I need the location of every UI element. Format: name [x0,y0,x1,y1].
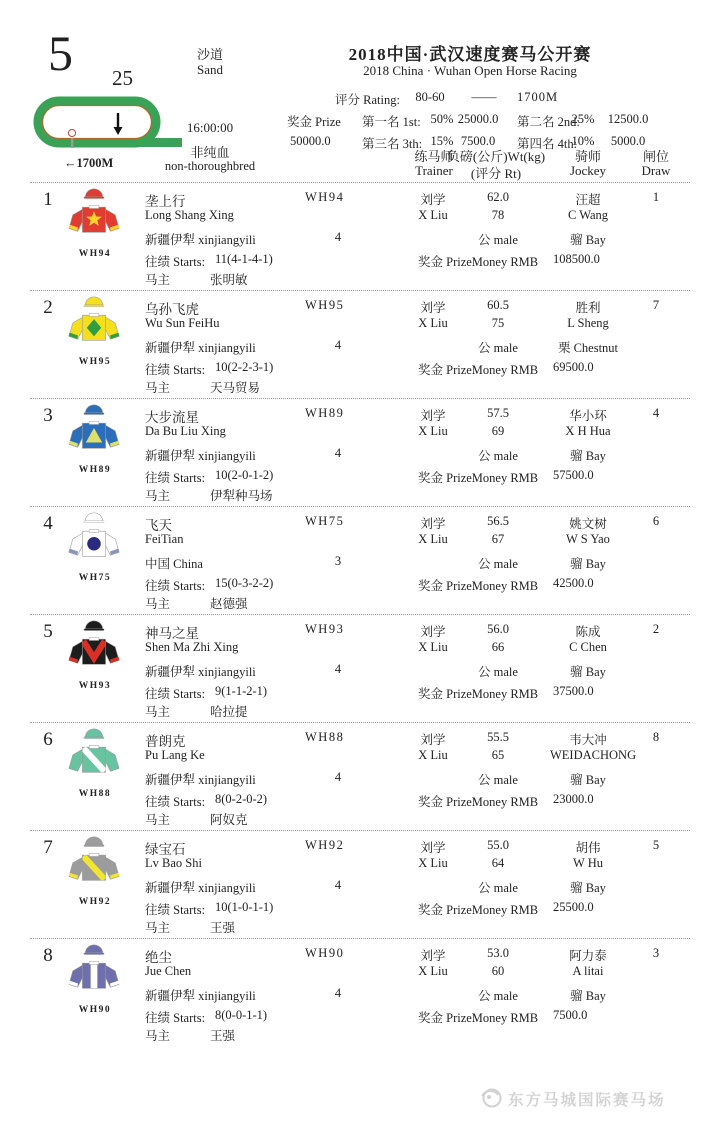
starts-label: 往绩 Starts: [145,579,206,593]
horse-age: 4 [334,338,342,352]
prize-money-label: 奖金 PrizeMoney RMB [418,1011,539,1025]
horse-age: 4 [334,662,342,676]
horse-sex: 公 male [478,557,518,571]
carried-weight: 60.5 [487,298,509,312]
carried-weight: 57.5 [487,406,509,420]
trainer-name-en: X Liu [418,316,448,330]
owner-label: 马主 [145,489,171,503]
horse-name-cn: 大步流星 [145,410,199,425]
race-distance: 1700M [517,90,559,104]
horse-name-en: Shen Ma Zhi Xing [145,640,239,654]
carried-weight: 62.0 [487,190,509,204]
handicap-rating: 67 [491,532,505,546]
jockey-name-cn: 姚文树 [569,517,607,531]
jockey-silk-icon [65,186,125,242]
column-header-trainer-en: Trainer [415,163,453,178]
starts-label: 往绩 Starts: [145,795,206,809]
silk-rating-label: WH89 [78,465,112,475]
draw-number: 3 [652,946,660,960]
trainer-name-cn: 刘学 [420,841,446,855]
draw-number: 7 [652,298,660,312]
owner-name: 天马贸易 [210,381,261,395]
prize-2nd-amount: 12500.0 [607,112,649,126]
horse-name-cn: 乌孙飞虎 [145,302,199,317]
entry-number: 5 [43,621,53,642]
carried-weight: 53.0 [487,946,509,960]
racecourse-logo-icon [478,1086,504,1115]
horse-name-cn: 绿宝石 [145,842,186,857]
jockey-silk-icon [65,294,125,350]
horse-rating: WH75 [305,514,345,528]
horse-age: 4 [334,230,342,244]
prize-1st-label: 第一名 1st: [362,115,421,129]
jockey-name-cn: 华小环 [569,409,607,423]
rating-label: 评分 Rating: [335,93,400,107]
entry-row [30,831,690,939]
jockey-name-cn: 韦大冲 [569,733,607,747]
trainer-name-en: X Liu [418,208,448,222]
starts-label: 往绩 Starts: [145,1011,206,1025]
prize-money-value: 42500.0 [553,576,594,590]
silk-rating-label: WH88 [78,789,112,799]
owner-name: 阿奴克 [210,813,248,827]
horse-name-en: Pu Lang Ke [145,748,205,762]
horse-sex: 公 male [478,773,518,787]
trainer-name-cn: 刘学 [420,625,446,639]
owner-name: 王强 [210,921,236,935]
race-title-en: 2018 China · Wuhan Open Horse Racing [363,63,577,78]
surface-name-en: Sand [197,62,223,77]
starts-record: 9(1-1-2-1) [215,684,268,698]
horse-sex: 公 male [478,665,518,679]
prize-1st-pct: 50% [430,112,454,126]
horse-age: 4 [334,446,342,460]
prize-money-value: 37500.0 [553,684,594,698]
handicap-rating: 60 [491,964,505,978]
owner-label: 马主 [145,381,171,395]
entry-number: 6 [43,729,53,750]
surface-name-cn: 沙道 [196,47,223,62]
horse-name-en: Da Bu Liu Xing [145,424,226,438]
entry-row [30,939,690,1046]
horse-name-en: Lv Bao Shi [145,856,202,870]
horse-sex: 公 male [478,881,518,895]
prize-3rd-pct: 15% [430,134,454,148]
draw-number: 4 [652,406,660,420]
silk-rating-label: WH92 [78,897,112,907]
horse-age: 3 [334,554,342,568]
horse-age: 4 [334,986,342,1000]
horse-origin: 新疆伊犁 xinjiangyili [145,881,256,895]
silk-rating-label: WH90 [78,1005,112,1015]
horse-origin: 新疆伊犁 xinjiangyili [145,449,256,463]
horse-rating: WH90 [305,946,345,960]
jockey-name-en: W S Yao [566,532,610,546]
horse-sex: 公 male [478,341,518,355]
prize-money-label: 奖金 PrizeMoney RMB [418,363,539,377]
horse-sex: 公 male [478,449,518,463]
jockey-name-en: L Sheng [567,316,609,330]
horse-name-cn: 绝尘 [145,950,172,965]
entry-row [30,291,690,399]
trainer-name-cn: 刘学 [420,949,446,963]
entry-row [30,399,690,507]
silk-rating-label: WH93 [78,681,112,691]
prize-money-label: 奖金 PrizeMoney RMB [418,903,539,917]
jockey-name-en: C Wang [567,208,609,222]
coat-color: 骝 Bay [570,989,606,1003]
prize-2nd-label: 第二名 2nd: [517,115,580,129]
jockey-name-cn: 汪超 [575,193,601,207]
starts-record: 10(2-0-1-2) [215,468,274,482]
prize-3rd-amount: 7500.0 [460,134,496,148]
entry-number: 3 [43,405,53,426]
coat-color: 栗 Chestnut [557,341,619,355]
owner-label: 马主 [145,813,171,827]
owner-name: 赵德强 [210,597,248,611]
track-oval-icon [32,96,182,154]
track-diagram [32,96,182,159]
trainer-name-en: X Liu [418,640,448,654]
jockey-name-en: WEIDACHONG [550,748,637,762]
trainer-name-cn: 刘学 [420,301,446,315]
owner-label: 马主 [145,597,171,611]
horse-rating: WH92 [305,838,345,852]
trainer-name-en: X Liu [418,856,448,870]
horse-origin: 中国 China [145,557,203,571]
entry-row [30,507,690,615]
starts-label: 往绩 Starts: [145,363,206,377]
jockey-silk-icon [65,726,125,782]
owner-name: 王强 [210,1029,236,1043]
horse-name-cn: 神马之星 [145,626,199,641]
coat-color: 骝 Bay [570,665,606,679]
horse-name-cn: 普朗克 [145,734,186,749]
prize-money-value: 108500.0 [553,252,600,266]
draw-number: 2 [652,622,660,636]
column-header-trainer-cn: 练马师 [414,149,454,164]
prize-1st-amount: 25000.0 [457,112,499,126]
starts-record: 11(4-1-4-1) [215,252,273,266]
prize-money-label: 奖金 PrizeMoney RMB [418,255,539,269]
entry-number: 2 [43,297,53,318]
prize-3rd-label: 第三名 3th: [362,137,423,151]
prize-money-value: 7500.0 [553,1008,588,1022]
column-header-jockey-en: Jockey [569,163,607,178]
owner-label: 马主 [145,705,171,719]
jockey-silk-icon [65,834,125,890]
horse-age: 4 [334,878,342,892]
trainer-name-cn: 刘学 [420,193,446,207]
jockey-silk-icon [65,510,125,566]
jockey-name-cn: 胡伟 [575,841,601,855]
rating-value: 80-60 [415,90,445,104]
handicap-rating: 65 [491,748,505,762]
horse-name-en: Wu Sun FeiHu [145,316,220,330]
prize-money-label: 奖金 PrizeMoney RMB [418,687,539,701]
trainer-name-cn: 刘学 [420,517,446,531]
starts-label: 往绩 Starts: [145,903,206,917]
trainer-name-cn: 刘学 [420,733,446,747]
carried-weight: 55.5 [487,730,509,744]
starts-label: 往绩 Starts: [145,687,206,701]
jockey-name-cn: 胜利 [575,301,601,315]
rating-dash: —— [471,90,497,104]
prize-4th-amount: 5000.0 [610,134,646,148]
trainer-name-en: X Liu [418,424,448,438]
owner-label: 马主 [145,921,171,935]
column-header-weight-en: (评分 Rt) [470,166,522,181]
prize-money-label: 奖金 PrizeMoney RMB [418,795,539,809]
starts-record: 15(0-3-2-2) [215,576,274,590]
draw-number: 8 [652,730,660,744]
horse-rating: WH89 [305,406,345,420]
entry-number: 8 [43,945,53,966]
prize-2nd-pct: 25% [571,112,595,126]
horse-origin: 新疆伊犁 xinjiangyili [145,233,256,247]
starts-label: 往绩 Starts: [145,471,206,485]
trainer-name-cn: 刘学 [420,409,446,423]
silk-rating-label: WH75 [78,573,112,583]
owner-label: 马主 [145,273,171,287]
horse-name-cn: 飞天 [145,518,172,533]
horse-name-en: Long Shang Xing [145,208,234,222]
horse-origin: 新疆伊犁 xinjiangyili [145,665,256,679]
draw-number: 1 [652,190,660,204]
entry-number: 4 [43,513,53,534]
owner-label: 马主 [145,1029,171,1043]
prize-money-value: 69500.0 [553,360,594,374]
owner-name: 张明敏 [210,273,248,287]
starts-record: 10(2-2-3-1) [215,360,274,374]
column-header-draw-cn: 闸位 [642,149,669,164]
draw-number: 6 [652,514,660,528]
carried-weight: 56.5 [487,514,509,528]
horse-rating: WH88 [305,730,345,744]
race-entry-count: 25 [112,66,133,90]
silk-rating-label: WH95 [78,357,112,367]
trainer-name-en: X Liu [418,964,448,978]
breed-type-en: non-thoroughbred [164,159,256,173]
coat-color: 骝 Bay [570,881,606,895]
horse-rating: WH93 [305,622,345,636]
race-time: 16:00:00 [186,120,234,135]
carried-weight: 56.0 [487,622,509,636]
carried-weight: 55.0 [487,838,509,852]
jockey-name-en: A litai [572,964,604,978]
draw-number: 5 [652,838,660,852]
entry-number: 7 [43,837,53,858]
horse-rating: WH94 [305,190,345,204]
jockey-name-en: W Hu [573,856,603,870]
horse-age: 4 [334,770,342,784]
jockey-silk-icon [65,402,125,458]
prize-money-value: 25500.0 [553,900,594,914]
coat-color: 骝 Bay [570,773,606,787]
starts-record: 10(1-0-1-1) [215,900,274,914]
coat-color: 骝 Bay [570,557,606,571]
handicap-rating: 64 [491,856,505,870]
column-header-weight-cn: 负磅(公斤)Wt(kg) [446,149,546,164]
column-header-jockey-cn: 骑师 [574,149,601,164]
trainer-name-en: X Liu [418,532,448,546]
horse-sex: 公 male [478,233,518,247]
horse-name-cn: 垄上行 [145,194,186,209]
entry-row [30,615,690,723]
handicap-rating: 69 [491,424,505,438]
prize-label: 奖金 Prize [287,115,341,129]
watermark-text: 东方马城国际赛马场 [508,1092,666,1109]
prize-4th-pct: 10% [571,134,595,148]
prize-4th-label: 第四名 4th: [517,137,578,151]
jockey-silk-icon [65,618,125,674]
race-title-cn: 2018中国·武汉速度赛马公开赛 [348,45,592,64]
race-number: 5 [48,25,73,81]
entry-number: 1 [43,189,53,210]
starts-label: 往绩 Starts: [145,255,206,269]
horse-sex: 公 male [478,989,518,1003]
jockey-name-en: X H Hua [565,424,611,438]
prize-money-label: 奖金 PrizeMoney RMB [418,579,539,593]
entries-table [30,182,690,1046]
prize-money-value: 23000.0 [553,792,594,806]
handicap-rating: 66 [491,640,505,654]
horse-name-en: Jue Chen [145,964,192,978]
entry-row [30,723,690,831]
horse-origin: 新疆伊犁 xinjiangyili [145,773,256,787]
handicap-rating: 75 [491,316,505,330]
starts-record: 8(0-2-0-2) [215,792,268,806]
trainer-name-en: X Liu [418,748,448,762]
coat-color: 骝 Bay [570,449,606,463]
horse-origin: 新疆伊犁 xinjiangyili [145,341,256,355]
jockey-silk-icon [65,942,125,998]
horse-name-en: FeiTian [145,532,184,546]
owner-name: 伊犁种马场 [210,489,273,503]
coat-color: 骝 Bay [570,233,606,247]
jockey-name-cn: 陈成 [575,625,601,639]
prize-total: 50000.0 [290,134,331,148]
prize-money-label: 奖金 PrizeMoney RMB [418,471,539,485]
breed-type-cn: 非纯血 [190,145,230,160]
track-distance-label: ←1700M [64,156,114,170]
horse-rating: WH95 [305,298,345,312]
jockey-name-en: C Chen [569,640,607,654]
silk-rating-label: WH94 [78,249,112,259]
column-header-draw-en: Draw [641,163,671,178]
handicap-rating: 78 [491,208,505,222]
horse-origin: 新疆伊犁 xinjiangyili [145,989,256,1003]
owner-name: 哈拉提 [210,705,248,719]
starts-record: 8(0-0-1-1) [215,1008,268,1022]
jockey-name-cn: 阿力泰 [569,949,607,963]
prize-money-value: 57500.0 [553,468,594,482]
entry-row [30,183,690,291]
